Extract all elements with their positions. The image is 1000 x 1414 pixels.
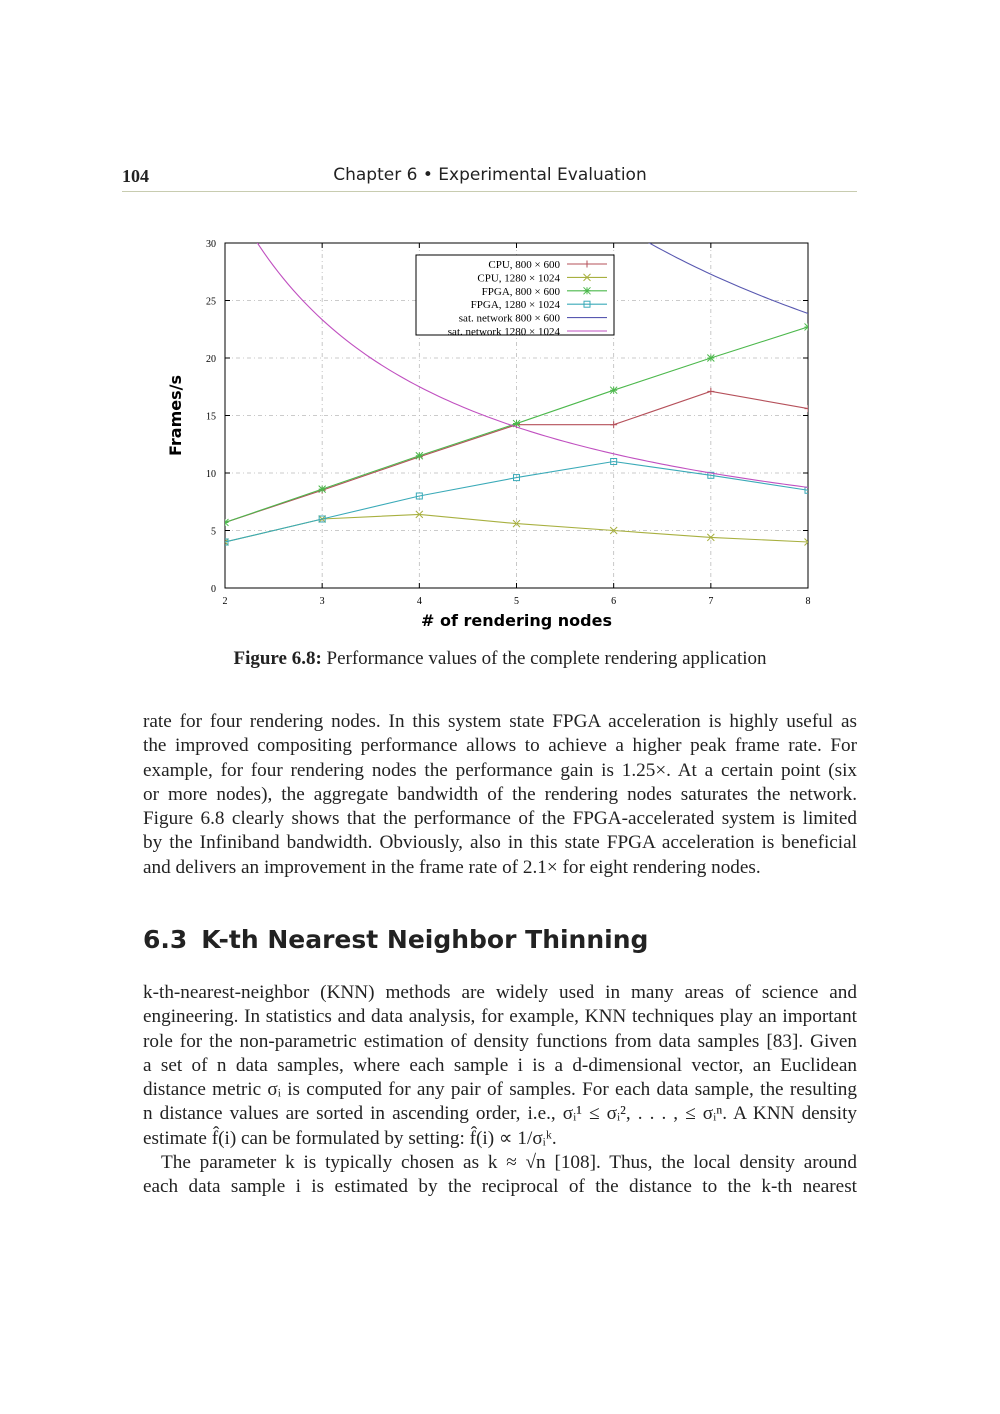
text-line: engineering. In statistics and data analysis, for example, KNN techniques play an important (143, 1006, 857, 1028)
text-line: by the Infiniband bandwidth. Obviously, also in this state FPGA acceleration is beneficial (143, 832, 857, 854)
text-line: Figure 6.8 clearly shows that the performance of the FPGA-accelerated system is limited (143, 808, 857, 830)
legend-label: CPU, 1280 × 1024 (477, 272, 560, 285)
star-marker (707, 355, 714, 362)
star-marker (584, 287, 591, 294)
y-tick-label: 20 (206, 354, 216, 365)
star-marker (610, 387, 617, 394)
figure-label: Figure 6.8: (233, 648, 322, 669)
x-axis-label: # of rendering nodes (421, 611, 612, 630)
y-tick-label: 5 (211, 526, 216, 538)
x-tick-label: 3 (319, 596, 325, 607)
text-line: distance metric σᵢ is computed for any pair of samples. For each data sample, the resulting (143, 1079, 857, 1101)
legend-label: FPGA, 1280 × 1024 (470, 299, 560, 312)
performance-chart (0, 0, 1000, 640)
x-tick-label: 7 (708, 596, 714, 607)
text-line: rate for four rendering nodes. In this system state FPGA acceleration is highly useful as (143, 711, 857, 732)
section-number: 6.3 (143, 925, 188, 954)
x-tick-label: 8 (805, 596, 811, 607)
text-line: a set of n data samples, where each sample i is a d-dimensional vector, an Euclidean (143, 1054, 857, 1076)
legend (416, 255, 614, 338)
y-axis-label: Frames/s (166, 374, 185, 457)
plus-marker (805, 405, 812, 412)
text-line: estimate f̂(i) can be formulated by setting: f̂(i) ∝ 1/σᵢᵏ. (143, 1127, 557, 1149)
legend-label: sat. network 800 × 600 (458, 312, 560, 325)
text-line: n distance values are sorted in ascending order, i.e., σᵢ¹ ≤ σᵢ², . . . , ≤ σᵢⁿ. A KNN density (143, 1103, 857, 1125)
y-tick-label: 0 (211, 584, 216, 595)
running-title: Chapter 6 • Experimental Evaluation (333, 165, 647, 185)
figure-caption (0, 648, 1000, 670)
star-marker (222, 519, 229, 526)
text-line: example, for four rendering nodes the performance gain is 1.25×. At a certain point (six (143, 759, 857, 781)
legend-label: sat. network 1280 × 1024 (447, 326, 560, 338)
star-marker (805, 323, 812, 330)
text-line: or more nodes), the aggregate bandwidth of the rendering nodes saturates the network. (143, 783, 857, 805)
text-line: and delivers an improvement in the frame rate of 2.1× for eight rendering nodes. (143, 856, 761, 878)
legend-label: FPGA, 800 × 600 (481, 285, 560, 298)
text-line: k-th-nearest-neighbor (KNN) methods are widely used in many areas of science and (143, 982, 857, 1003)
section-title: K-th Nearest Neighbor Thinning (201, 925, 649, 954)
text-line: role for the non-parametric estimation of density functions from data samples [83]. Given (143, 1030, 857, 1052)
legend-label: CPU, 800 × 600 (488, 259, 560, 271)
y-tick-label: 25 (206, 296, 216, 308)
y-tick-label: 15 (206, 411, 216, 423)
paragraph-1 (143, 710, 857, 880)
figure-caption-text: Performance values of the complete rendering application (321, 648, 767, 669)
paragraph-2 (143, 981, 857, 1200)
star-marker (319, 486, 326, 493)
star-marker (416, 452, 423, 459)
x-tick-label: 6 (611, 596, 617, 607)
x-tick-label: 5 (514, 596, 519, 607)
x-tick-label: 2 (222, 596, 228, 607)
page-number: 104 (122, 166, 149, 186)
text-line: each data sample i is estimated by the reciprocal of the distance to the k-th nearest (143, 1176, 857, 1198)
text-line: The parameter k is typically chosen as k ≈ √n [108]. Thus, the local density around (161, 1152, 857, 1174)
x-tick-label: 4 (416, 596, 422, 607)
text-line: the improved compositing performance allows to achieve a higher peak frame rate. For (143, 735, 857, 757)
plus-marker (610, 421, 617, 428)
y-tick-label: 10 (206, 469, 216, 480)
y-tick-label: 30 (206, 239, 216, 250)
plus-marker (707, 388, 714, 395)
section-heading (143, 925, 648, 954)
